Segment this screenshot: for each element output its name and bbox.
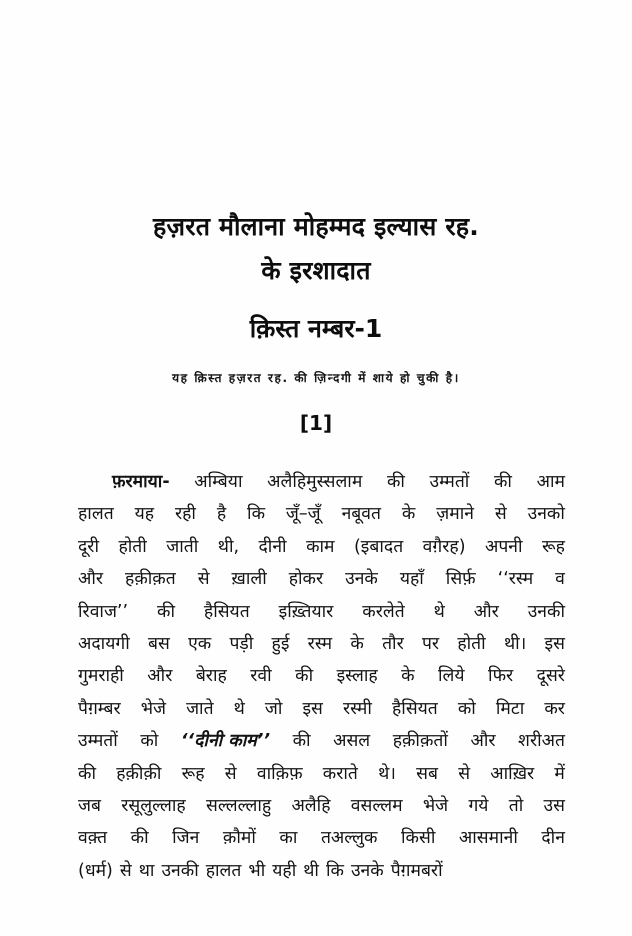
body-word: को — [457, 698, 476, 719]
body-word: लिये — [438, 666, 465, 687]
body-word: हैसियत — [392, 698, 438, 719]
body-word: और — [78, 569, 104, 590]
body-word: वसल्लम — [350, 795, 403, 816]
body-word: हालत — [205, 860, 242, 881]
body-word: और — [473, 601, 499, 622]
body-word: कराते — [322, 763, 358, 784]
body-word: हक़ीक़तों — [392, 731, 448, 752]
body-word: के — [350, 633, 364, 654]
body-word: पैग़मबरों — [390, 860, 443, 881]
body-word: रसूलुल्लाह — [121, 795, 186, 816]
body-word: वग़ैरह) — [422, 536, 466, 557]
body-word: जूँ–जूँ — [285, 504, 321, 525]
body-word: दीन — [541, 828, 565, 849]
body-word: की — [386, 472, 405, 492]
body-word: रूह — [542, 536, 565, 557]
page-title-line-1: हज़रत मौलाना मोहम्मद इल्यास रह. — [153, 212, 479, 241]
body-word: सिर्फ़ — [445, 569, 476, 590]
body-word: की — [292, 731, 311, 752]
body-word: व — [555, 569, 565, 590]
body-line — [78, 758, 565, 790]
body-word: बस — [147, 633, 170, 654]
body-word: वक़्त — [78, 828, 108, 849]
body-word: की — [78, 763, 96, 784]
body-word: होकर — [288, 569, 324, 590]
body-word: नबूवत — [341, 504, 381, 525]
body-word: से — [197, 569, 210, 590]
body-word: असल — [333, 731, 371, 752]
body-word: तौर — [382, 633, 404, 654]
body-word: थे। — [378, 763, 396, 784]
body-word: भी — [248, 860, 266, 881]
body-word: रस्मी — [342, 698, 372, 719]
body-word: अपनी — [485, 536, 523, 557]
body-word: किसी — [401, 828, 436, 849]
body-word: पर — [421, 633, 440, 654]
body-word: यह — [134, 504, 155, 525]
body-word: के — [401, 666, 415, 687]
body-word: हालत — [78, 504, 114, 525]
body-word: (धर्म) — [78, 860, 113, 881]
document-header — [0, 206, 632, 436]
body-word: रिवाज’’ — [78, 601, 129, 622]
body-word: इस्लाह — [336, 666, 378, 687]
body-word: उनको — [527, 504, 565, 525]
body-word: कि — [247, 504, 266, 525]
body-text — [78, 466, 565, 887]
body-word: से — [119, 860, 132, 881]
body-word: तो — [508, 795, 524, 816]
page-title-line-2: के इरशादात — [261, 256, 371, 285]
body-word: को — [140, 731, 159, 752]
body-word: भेजे — [422, 795, 449, 816]
body-word: हुई — [271, 633, 290, 654]
installment-title: क़िस्त नम्बर-1 — [249, 314, 383, 343]
body-word: यही — [272, 860, 297, 881]
body-word: इस — [544, 633, 565, 654]
body-word: इख़्तियार — [278, 601, 334, 622]
body-word: का — [279, 828, 298, 849]
body-word: काम — [306, 536, 335, 557]
body-word: गये — [468, 795, 489, 816]
body-word: जाती — [166, 536, 199, 557]
body-word: है — [216, 504, 227, 525]
body-line — [78, 790, 565, 822]
body-word: दीनी — [258, 536, 287, 557]
body-word: तअल्लुक — [320, 828, 378, 849]
body-line — [78, 466, 565, 498]
body-word: थी। — [503, 633, 527, 654]
body-word: की — [493, 472, 512, 492]
body-word: थी — [303, 860, 319, 881]
body-word: रस्म — [307, 633, 333, 654]
body-word: जिन — [172, 828, 200, 849]
body-word: था — [138, 860, 155, 881]
body-word: क़ौमों — [222, 828, 256, 849]
body-word: थे — [433, 601, 445, 622]
body-word: कि — [325, 860, 344, 881]
body-word: हक़ीक़त — [125, 569, 176, 590]
body-word: कर — [544, 698, 565, 719]
body-word: उम्मतों — [429, 472, 470, 492]
body-word: के — [401, 504, 416, 525]
body-word: जब — [78, 795, 101, 816]
body-word: अलैहि — [291, 795, 331, 816]
body-word: करलेते — [362, 601, 405, 622]
body-word: इस — [302, 698, 323, 719]
body-line — [78, 563, 565, 595]
body-word: उस — [543, 795, 565, 816]
body-word: आसमानी — [458, 828, 518, 849]
body-word: रूह — [181, 763, 205, 784]
body-word: आख़िर — [490, 763, 535, 784]
body-word: सल्लल्लाहु — [205, 795, 272, 816]
body-word: हक़ीक़ी — [116, 763, 162, 784]
body-line — [78, 822, 565, 854]
body-line — [78, 498, 565, 530]
body-word: ज़माने — [436, 504, 474, 525]
body-word: की — [295, 666, 314, 687]
body-word: रवी — [250, 666, 272, 687]
body-word: होती — [118, 536, 147, 557]
body-word: जो — [264, 698, 283, 719]
body-word: से — [494, 504, 507, 525]
body-word: ‘‘दीनी काम’’ — [180, 731, 271, 752]
body-word: ‘‘रस्म — [497, 569, 534, 590]
body-word: हैसियत — [203, 601, 250, 622]
body-word: मिटा — [495, 698, 525, 719]
body-word: की — [157, 601, 175, 622]
body-word: पैग़म्बर — [78, 698, 121, 719]
body-word: सब — [416, 763, 438, 784]
body-word: की — [130, 828, 149, 849]
body-word: एक — [188, 633, 212, 654]
body-line — [78, 531, 565, 563]
body-word: उम्मतों — [78, 731, 118, 752]
body-line — [78, 596, 565, 628]
body-word: अम्बिया — [194, 472, 243, 492]
page-title — [0, 206, 632, 292]
body-word: फिर — [488, 666, 514, 687]
body-word: दूरी — [78, 536, 99, 557]
body-word: थे — [233, 698, 245, 719]
body-line — [78, 855, 565, 887]
body-word: गुमराही — [78, 666, 124, 687]
body-word: से — [458, 763, 471, 784]
body-word: अदायगी — [78, 633, 130, 654]
body-word: दूसरे — [536, 666, 565, 687]
body-word: फ़रमाया- — [112, 472, 170, 492]
section-marker: [1] — [299, 411, 333, 435]
body-word: आम — [536, 472, 565, 492]
body-line — [78, 660, 565, 692]
body-word: यहाँ — [399, 569, 424, 590]
body-word: ख़ाली — [231, 569, 267, 590]
body-word: और — [470, 731, 496, 752]
body-word: जाते — [186, 698, 214, 719]
publication-note: यह क़िस्त हज़रत रह. की ज़िन्दगी में शाये हो चुकी है। — [172, 371, 460, 385]
body-line — [78, 725, 565, 757]
body-line — [78, 628, 565, 660]
body-word: उनकी — [527, 601, 565, 622]
body-line — [78, 693, 565, 725]
body-word: उनकी — [161, 860, 199, 881]
body-word: बेराह — [195, 666, 227, 687]
body-word: वाक़िफ़ — [256, 763, 303, 784]
body-word: और — [147, 666, 173, 687]
body-word: भेजे — [140, 698, 166, 719]
body-word: होती — [457, 633, 486, 654]
body-word: रही — [174, 504, 196, 525]
body-word: थी, — [217, 536, 240, 557]
body-word: अलैहिमुस्सलाम — [267, 472, 363, 492]
body-word: में — [554, 763, 565, 784]
body-word: उनके — [345, 569, 378, 590]
body-word: शरीअत — [518, 731, 565, 752]
body-word: उनके — [350, 860, 384, 881]
body-word: से — [224, 763, 237, 784]
body-word: (इबादत — [353, 536, 404, 557]
body-word: पड़ी — [229, 633, 254, 654]
